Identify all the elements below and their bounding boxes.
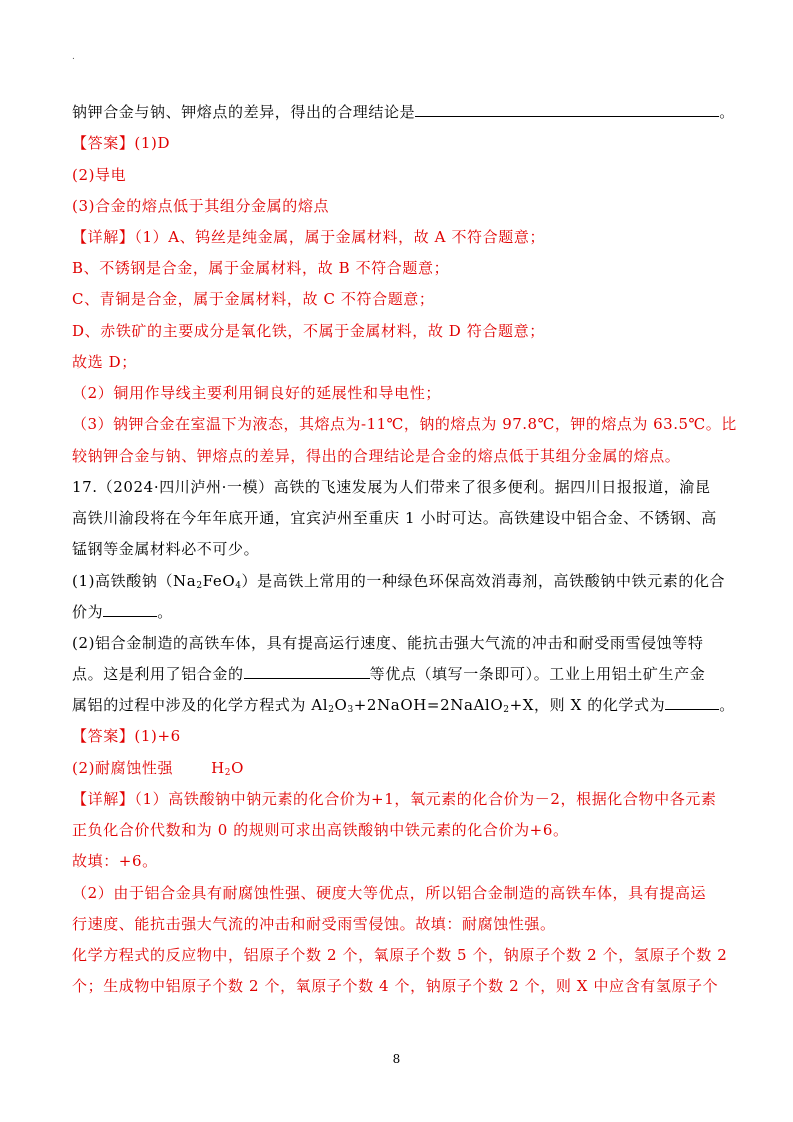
q16-detail-c: C、青铜是合金，属于金属材料，故 C 不符合题意； (72, 290, 435, 308)
detail-label: 【详解】 (72, 790, 135, 808)
q17-answer-part2: (2)耐腐蚀性强 $H_2O$ (72, 759, 244, 778)
q17-detail-line4: （2）由于铝合金具有耐腐蚀性强、硬度大等优点，所以铝合金制造的高铁车体，具有提高运 (72, 884, 707, 902)
q16-detail-b: B、不锈钢是合金，属于金属材料，故 B 不符合题意； (72, 259, 450, 277)
q16-detail-2: （2）铜用作导线主要利用铜良好的延展性和导电性； (72, 384, 441, 402)
answer-label: 【答案】 (72, 134, 135, 152)
q17-part1-line1: (1)高铁酸钠$(Na_2FeO_4)$是高铁上常用的一种绿色环保高效消毒剂，高铁酸钠中铁元素的化合 (72, 572, 726, 591)
q16-detail-d: D、赤铁矿的主要成分是氧化铁，不属于金属材料，故 D 符合题意； (72, 322, 545, 340)
q17-stem-line3: 锰钢等金属材料必不可少。 (72, 540, 260, 558)
q16-detail-choice: 故选 D； (72, 353, 137, 371)
page-number: 8 (392, 1052, 401, 1066)
q17-part2-line2: 点。这是利用了铝合金的 等优点（填写一条即可）。工业上用铝土矿生产金 (72, 665, 706, 683)
q17-detail-line: 【详解】（1）高铁酸钠中钠元素的化合价为+1，氧元素的化合价为－2，根据化合物中各元素 (72, 790, 717, 808)
answer-blank (415, 102, 719, 117)
answer-label: 【答案】 (72, 727, 135, 745)
q16-conclusion-line: 钠钾合金与钠、钾熔点的差异，得出的合理结论是 。 (72, 103, 735, 121)
q17-detail-line2: 正负化合价代数和为 0 的规则可求出高铁酸钠中铁元素的化合价为+6。 (72, 821, 569, 839)
q17-detail-line7: 个；生成物中铝原子个数 2 个，氧原子个数 4 个，钠原子个数 2 个，则 X 中应含有氢原子个 (72, 977, 719, 995)
q17-part2-line1: (2)铝合金制造的高铁车体，具有提高运行速度、能抗击强大气流的冲击和耐受雨雪侵蚀等特 (72, 634, 704, 652)
answer-blank (103, 602, 157, 617)
q17-detail-line6: 化学方程式的反应物中，铝原子个数 2 个，氧原子个数 5 个，钠原子个数 2 个，氢原子个数 2 (72, 946, 728, 964)
q16-detail-3-cont: 较钠钾合金与钠、钾熔点的差异，得出的合理结论是合金的熔点低于其组分金属的熔点。 (72, 447, 681, 465)
answer-blank (665, 695, 719, 710)
q17-detail-line3: 故填：+6。 (72, 852, 158, 870)
q16-answer-part2: (2)导电 (72, 166, 127, 184)
q16-answer-part3: (3)合金的熔点低于其组分金属的熔点 (72, 197, 330, 215)
q17-answer-line: 【答案】(1)+6 (72, 727, 181, 745)
q17-stem-line1: 17.（2024·四川泸州·一模）高铁的飞速发展为人们带来了很多便利。据四川日报报道，渝昆 (72, 478, 711, 496)
q16-detail-3: （3）钠钾合金在室温下为液态，其熔点为-11℃，钠的熔点为 97.8℃，钾的熔点为 63.5℃。比 (72, 415, 737, 433)
q17-detail-line5: 行速度、能抗击强大气流的冲击和耐受雨雪侵蚀。故填：耐腐蚀性强。 (72, 915, 556, 933)
q16-detail-line: 【详解】（1）A、钨丝是纯金属，属于金属材料，故 A 不符合题意； (72, 228, 546, 246)
q16-answer-line: 【答案】(1)D (72, 134, 171, 152)
detail-label: 【详解】 (72, 228, 135, 246)
header-mark: . (72, 52, 75, 62)
q17-part1-line2: 价为 。 (72, 603, 173, 621)
answer-blank (244, 664, 370, 679)
q17-part2-line3: 属铝的过程中涉及的化学方程式为 $Al_2O_3+2NaOH=2NaAlO_2+X$，则 X 的化学式为 。 (72, 696, 735, 715)
q17-stem-line2: 高铁川渝段将在今年年底开通，宜宾泸州至重庆 1 小时可达。高铁建设中铝合金、不锈钢、高 (72, 509, 717, 527)
